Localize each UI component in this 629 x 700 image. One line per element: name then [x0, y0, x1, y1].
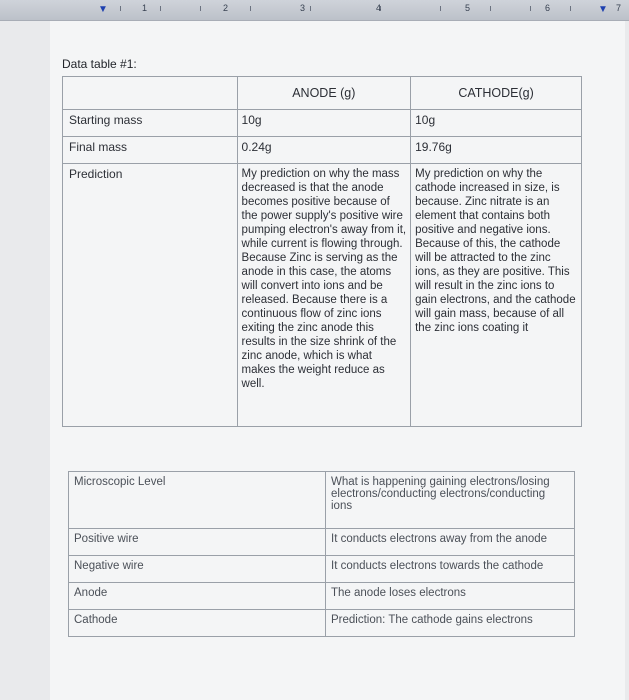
table-row: [63, 110, 582, 137]
ruler-tick: [200, 6, 201, 11]
empty-header-cell[interactable]: [63, 77, 238, 110]
anode-description[interactable]: The anode loses electrons: [326, 583, 575, 610]
cathode-description[interactable]: Prediction: The cathode gains electrons: [326, 610, 575, 637]
table-row: [63, 137, 582, 164]
data-table-caption: Data table #1:: [62, 57, 137, 71]
microscopic-level-table: [68, 471, 575, 637]
ruler-tick: [160, 6, 161, 11]
ruler-number: 6: [545, 3, 551, 13]
cathode-final-mass[interactable]: 19.76g: [411, 137, 582, 164]
left-indent-marker[interactable]: ▼: [98, 4, 108, 15]
table-header-row: [69, 472, 575, 529]
right-indent-marker[interactable]: ▼: [598, 4, 608, 15]
anode-final-mass[interactable]: 0.24g: [237, 137, 411, 164]
ruler-tick: [440, 6, 441, 11]
ruler-number: 4: [376, 3, 382, 13]
negative-wire-description[interactable]: It conducts electrons towards the cathode: [326, 556, 575, 583]
microscopic-level-header[interactable]: Microscopic Level: [69, 472, 326, 529]
row-label-cathode[interactable]: Cathode: [69, 610, 326, 637]
table-row: [69, 529, 575, 556]
table-row: [63, 164, 582, 427]
anode-header[interactable]: ANODE (g): [237, 77, 411, 110]
ruler-tick: [310, 6, 311, 11]
table-row: [69, 610, 575, 637]
cathode-starting-mass[interactable]: 10g: [411, 110, 582, 137]
ruler-number: 2: [223, 3, 229, 13]
ruler-tick: [120, 6, 121, 11]
microscopic-description-header[interactable]: What is happening gaining electrons/losing electrons/conducting electrons/conducting ions: [326, 472, 575, 529]
row-label-prediction[interactable]: Prediction: [63, 164, 238, 427]
cathode-header[interactable]: CATHODE(g): [411, 77, 582, 110]
ruler-tick: [530, 6, 531, 11]
positive-wire-description[interactable]: It conducts electrons away from the anode: [326, 529, 575, 556]
cathode-prediction[interactable]: My prediction on why the cathode increased in size, is because. Zinc nitrate is an element that contains both positive and negative ions. Because of this, the cathode will be attracted to the zinc ions, as they are positive. This will result in the zinc ions to gain electrons, and the cathode will gain mass, because of all the zinc ions coating it: [411, 164, 582, 427]
ruler-number: 3: [300, 3, 306, 13]
table-header-row: [63, 77, 582, 110]
table-row: [69, 583, 575, 610]
ruler-number: 1: [142, 3, 148, 13]
ruler-tick: [490, 6, 491, 11]
row-label-final-mass[interactable]: Final mass: [63, 137, 238, 164]
ruler-number: 7: [616, 3, 622, 13]
anode-starting-mass[interactable]: 10g: [237, 110, 411, 137]
table-row: [69, 556, 575, 583]
row-label-positive-wire[interactable]: Positive wire: [69, 529, 326, 556]
anode-prediction[interactable]: My prediction on why the mass decreased is that the anode becomes positive because of the power supply's positive wire pumping electron's away from it, while current is flowing through. Because Zinc is serving as the anode in this case, the atoms will convert into ions and be released. Because there is a continuous flow of zinc ions exiting the zinc anode this results in the size shrink of the zinc anode, which is what makes the weight reduce as well.: [237, 164, 411, 427]
ruler-tick: [570, 6, 571, 11]
ruler-tick: [250, 6, 251, 11]
row-label-negative-wire[interactable]: Negative wire: [69, 556, 326, 583]
row-label-anode[interactable]: Anode: [69, 583, 326, 610]
row-label-starting-mass[interactable]: Starting mass: [63, 110, 238, 137]
data-table-1: [62, 76, 582, 427]
document-ruler[interactable]: [0, 0, 629, 21]
ruler-number: 5: [465, 3, 471, 13]
